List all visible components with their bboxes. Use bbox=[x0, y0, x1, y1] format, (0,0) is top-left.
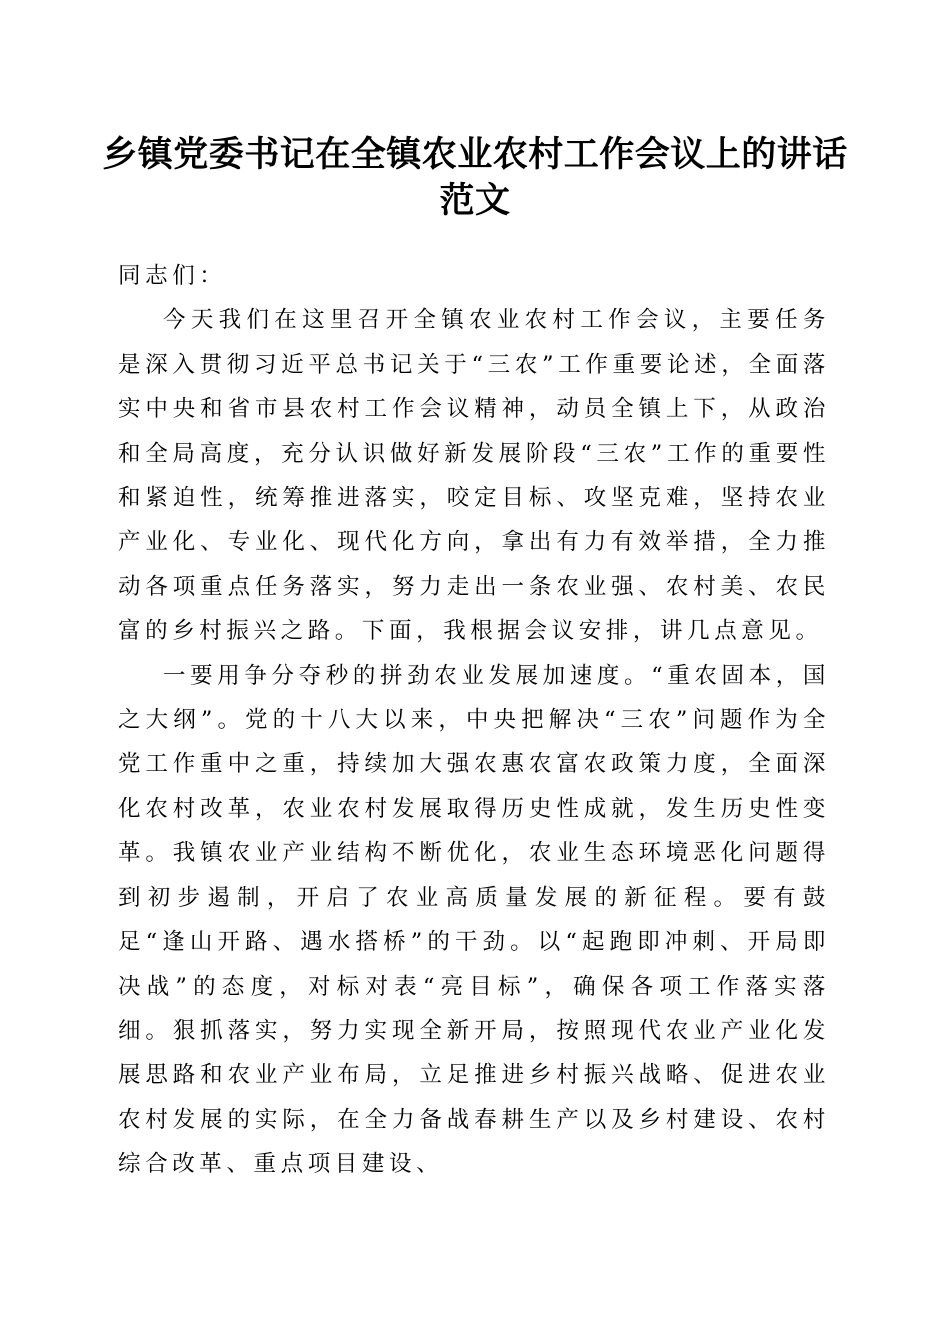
document-body bbox=[118, 254, 830, 1187]
paragraph-point-one: 一要用争分夺秒的拼劲农业发展加速度。“重农固本，国之大纲”。党的十八大以来，中央把解决“三农”问题作为全党工作重中之重，持续加大强农惠农富农政策力度，全面深化农村改革，农业农村发展取得历史性成就，发生历史性变革。我镇农业产业结构不断优化，农业生态环境恶化问题得到初步遏制，开启了农业高质量发展的新征程。要有鼓足“逢山开路、遇水搭桥”的干劲。以“起跑即冲刺、开局即决战”的态度，对标对表“亮目标”，确保各项工作落实落细。狠抓落实，努力实现全新开局，按照现代农业产业化发展思路和农业产业布局，立足推进乡村振兴战略、促进农业农村发展的实际，在全力备战春耕生产以及乡村建设、农村综合改革、重点项目建设、 bbox=[118, 662, 830, 1178]
salutation: 同志们： bbox=[118, 263, 227, 289]
page-title: 乡镇党委书记在全镇农业农村工作会议上的讲话范文 bbox=[102, 134, 848, 221]
paragraph-opening: 今天我们在这里召开全镇农业农村工作会议，主要任务是深入贯彻习近平总书记关于“三农”工作重要论述，全面落实中央和省市县农村工作会议精神，动员全镇上下，从政治和全局高度，充分认识做好新发展阶段“三农”工作的重要性和紧迫性，统筹推进落实，咬定目标、攻坚克难，坚持农业产业化、专业化、现代化方向，拿出有力有效举措，全力推动各项重点任务落实，努力走出一条农业强、农村美、农民富的乡村振兴之路。下面，我根据会议安排，讲几点意见。 bbox=[118, 307, 830, 645]
